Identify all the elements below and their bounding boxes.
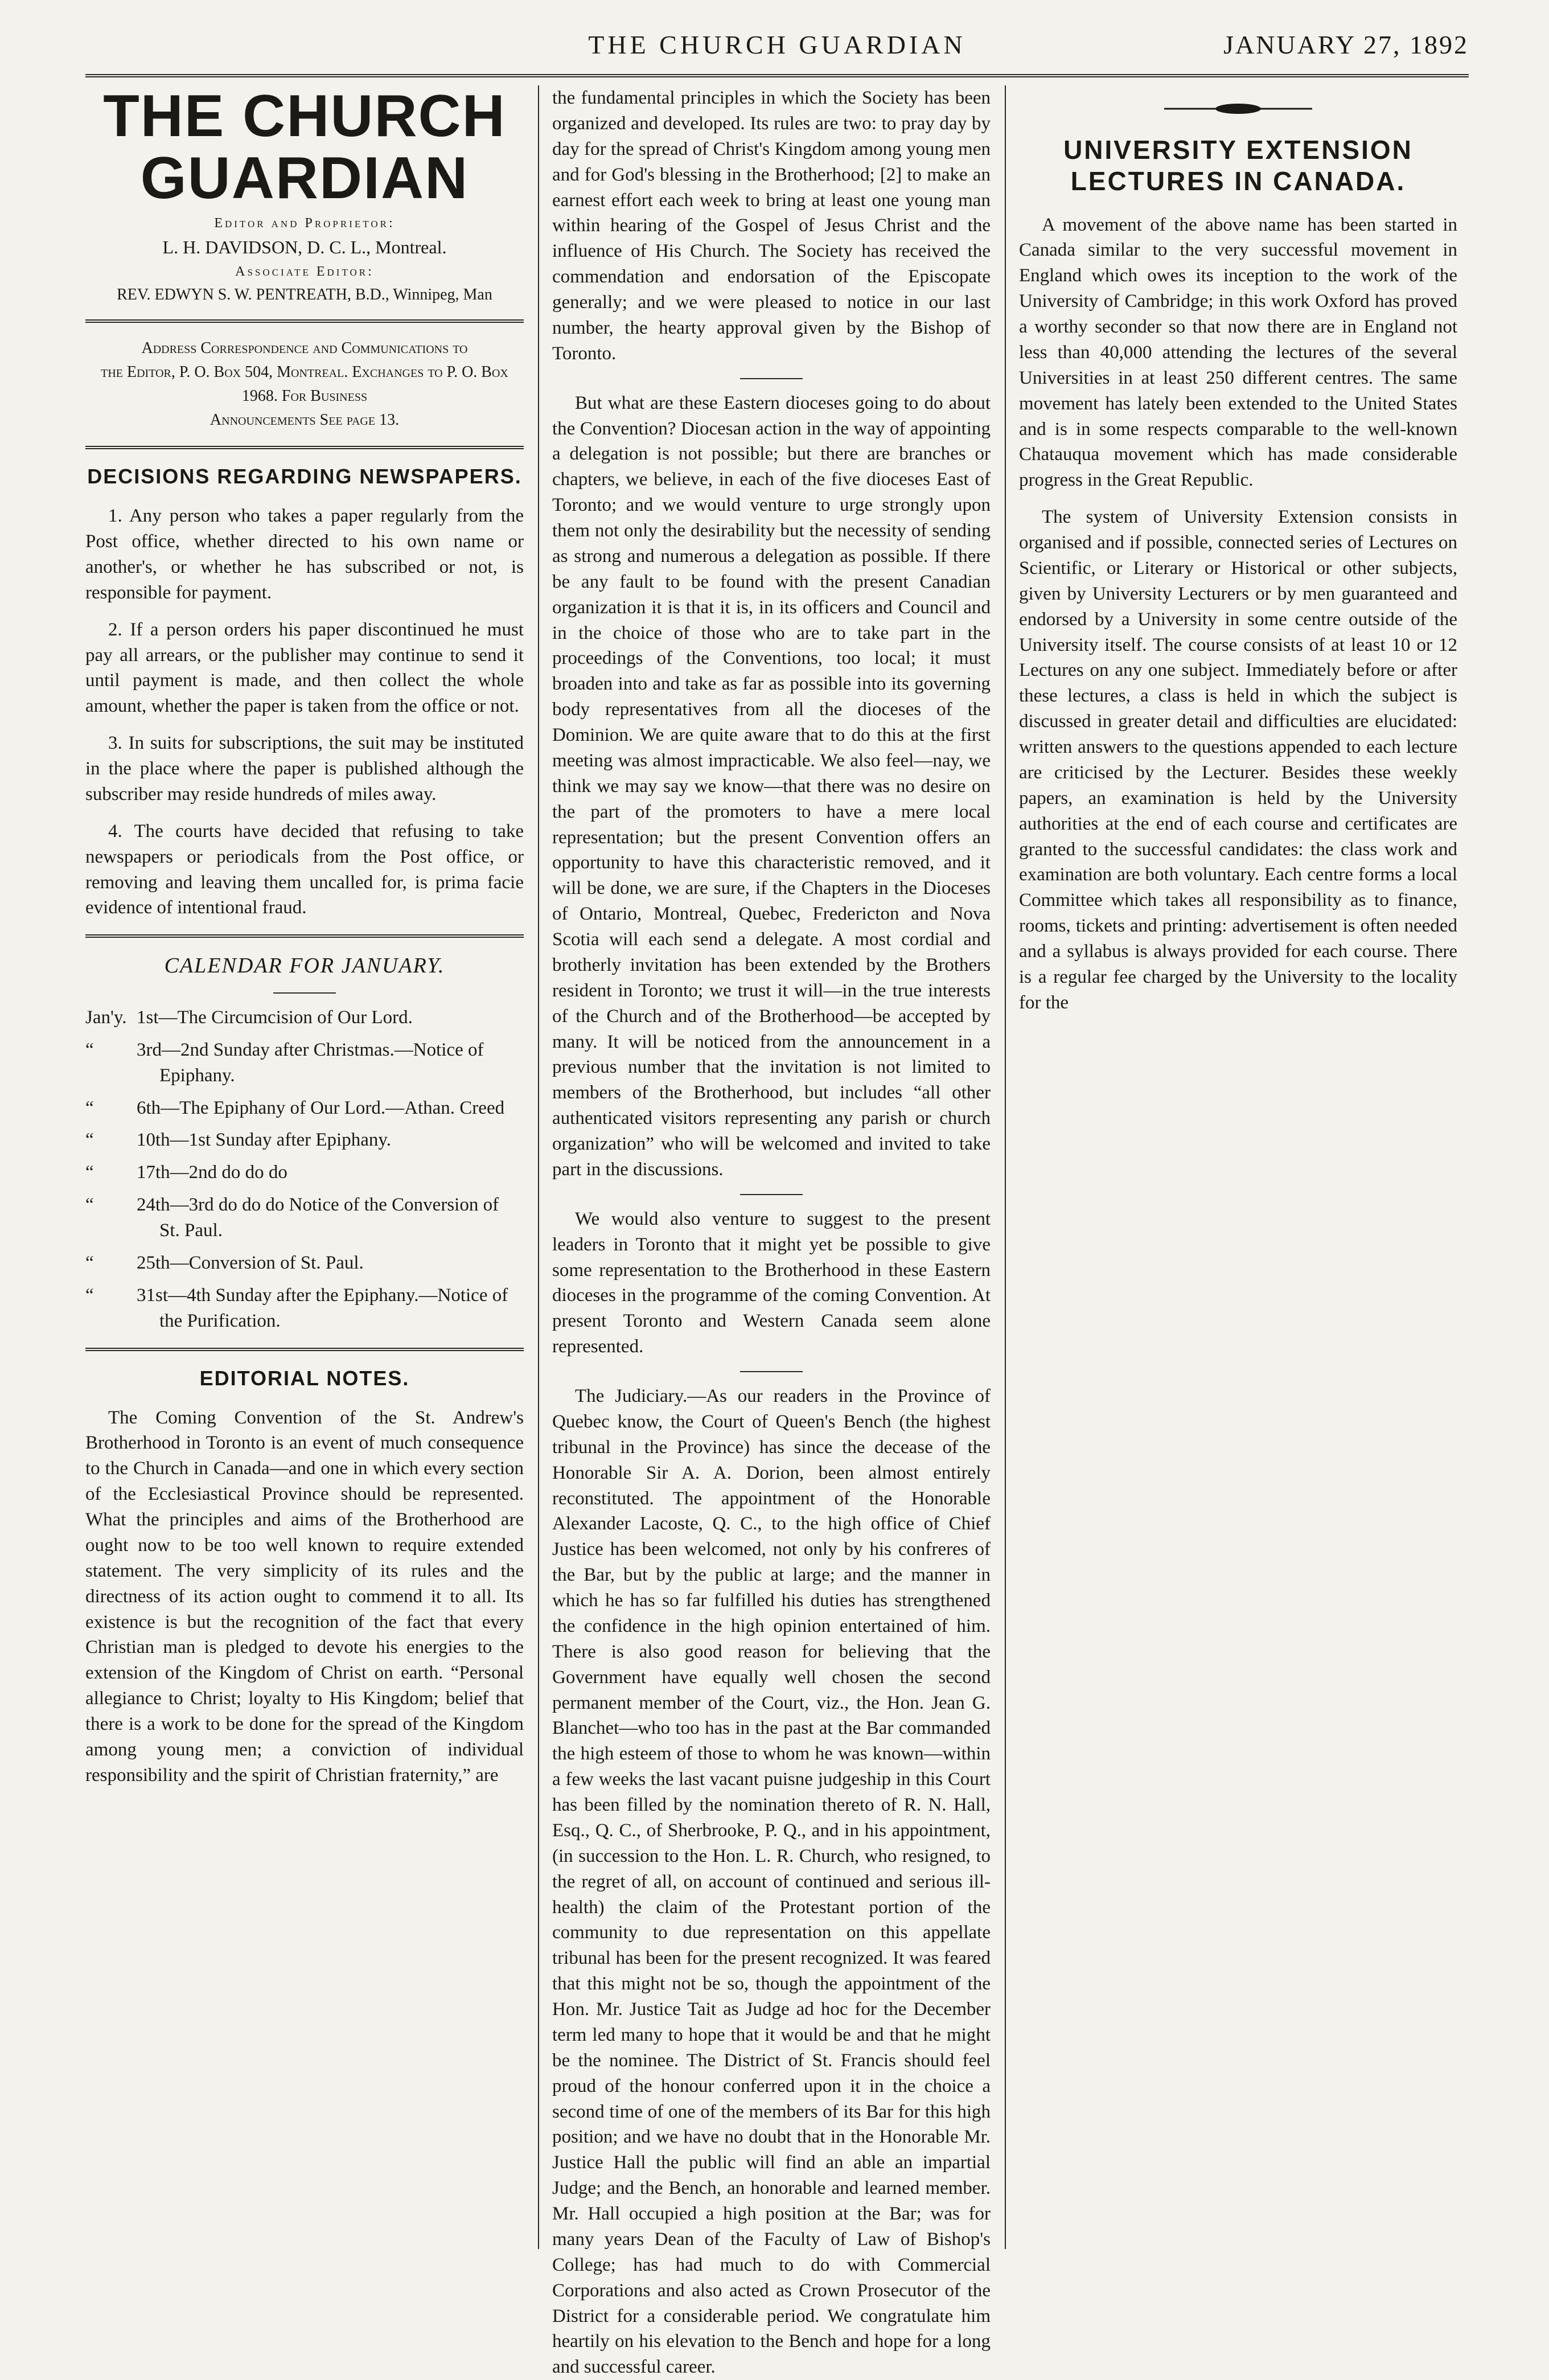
section-rule bbox=[85, 934, 524, 938]
calendar-row bbox=[85, 1283, 524, 1334]
running-head-date: JANUARY 27, 1892 bbox=[1223, 30, 1469, 59]
column-rule bbox=[538, 85, 539, 2249]
section-rule bbox=[85, 1348, 524, 1351]
column-rule bbox=[1005, 85, 1006, 2249]
calendar-month: Jan'y. bbox=[85, 1007, 127, 1028]
calendar-row bbox=[85, 1250, 524, 1276]
ornament-divider bbox=[1019, 97, 1457, 123]
associate-editor-label: Associate Editor: bbox=[235, 264, 374, 279]
short-rule bbox=[740, 378, 803, 379]
editor-name: L. H. DAVIDSON, D. C. L., Montreal. bbox=[162, 237, 447, 257]
editor-label: Editor and Proprietor: bbox=[214, 216, 395, 231]
calendar-entry: 3rd—2nd Sunday after Christmas.—Notice of Epiphany. bbox=[137, 1039, 484, 1086]
newspaper-page bbox=[85, 28, 1469, 2378]
calendar-ditto: “ bbox=[85, 1195, 94, 1216]
ornament-icon bbox=[1164, 102, 1312, 116]
calendar-row bbox=[85, 1127, 524, 1153]
address-line: the Editor, P. O. Box 504, Montreal. Exchanges to P. O. Box 1968. For Business bbox=[101, 363, 508, 405]
short-rule bbox=[273, 992, 336, 994]
calendar-entry: 31st—4th Sunday after the Epiphany.—Notice of the Purification. bbox=[137, 1285, 508, 1331]
extension-paragraph: A movement of the above name has been started in Canada similar to the very successful movement in England which owes its inception to the work of the University of Cambridge; in this work Oxford has proved a worthy seconder so that now there are in England not less than 40,000 attending the lectures of the several Universities in at least 250 different centres. The same movement has lately been extended to the United States and is in some respects comparable to the well-known Chatauqua movement which has made considerable progress in the Great Republic. bbox=[1019, 214, 1457, 491]
calendar-entry: 10th—1st Sunday after Epiphany. bbox=[137, 1130, 391, 1151]
calendar-entry: 17th—2nd do do do bbox=[137, 1162, 287, 1183]
editorial-paragraph: the fundamental principles in which the Society has been organized and developed. Its rules are two: to pray day by day for the spread of Christ's Kingdom among young men and for God's blessing in the Brotherhood; [2] to make an earnest effort each week to bring at least one young man within hearing of the Gospel of Jesus Christ and the influence of His Church. The Society has received the commendation and endorsation of the Episcopate generally; and we were pleased to notice in our last number, the hearty approval given by the Bishop of Toronto. bbox=[552, 88, 991, 364]
column-left bbox=[85, 85, 524, 2249]
decision-item: 4. The courts have decided that refusing to take newspapers or periodicals from the Post office, or removing and leaving them uncalled for, is prima facie evidence of intentional fraud. bbox=[85, 820, 524, 918]
section-rule bbox=[85, 446, 524, 449]
calendar-ditto: “ bbox=[85, 1097, 94, 1118]
short-rule bbox=[740, 1194, 803, 1195]
address-line: Announcements See page 13. bbox=[209, 411, 400, 429]
editorial-paragraph: We would also venture to suggest to the present leaders in Toronto that it might yet be possible to give some representation to the Brotherhood in these Eastern dioceses in the programme of the coming Convention. At present Toronto and Western Canada seem alone represented. bbox=[552, 1208, 991, 1357]
column-right bbox=[1019, 85, 1457, 2249]
editorial-heading: EDITORIAL NOTES. bbox=[199, 1366, 410, 1390]
calendar-row bbox=[85, 1005, 524, 1031]
masthead-rule bbox=[85, 319, 524, 323]
calendar-row bbox=[85, 1192, 524, 1244]
calendar-entry: 1st—The Circumcision of Our Lord. bbox=[137, 1007, 413, 1028]
calendar-ditto: “ bbox=[85, 1285, 94, 1306]
calendar-row bbox=[85, 1037, 524, 1089]
address-line: Address Correspondence and Communications to bbox=[141, 339, 468, 358]
column-middle bbox=[552, 85, 991, 2378]
calendar-ditto: “ bbox=[85, 1039, 94, 1060]
decision-item: 1. Any person who takes a paper regularly from the Post office, whether directed to his own name or another's, or whether he has subscribed or not, is responsible for payment. bbox=[85, 506, 524, 603]
decision-item: 2. If a person orders his paper discontinued he must pay all arrears, or the publisher may continue to send it until payment is made, and then collect the whole amount, whether the paper is taken from the office or not. bbox=[85, 619, 524, 717]
running-head-title: THE CHURCH GUARDIAN bbox=[588, 30, 966, 59]
calendar-list bbox=[85, 1005, 524, 1334]
calendar-ditto: “ bbox=[85, 1162, 94, 1183]
editorial-paragraph: The Coming Convention of the St. Andrew's Brotherhood in Toronto is an event of much consequence to the Church in Canada—and one in which every section of the Ecclesiastical Province should be represented. What the principles and aims of the Brotherhood are ought now to be too well known to require extended statement. The very simplicity of its rules and the directness of its action ought to commend it to all. Its existence is but the recognition of the fact that every Christian man is pledged to devote his energies to the extension of the Kingdom of Christ on earth. “Personal allegiance to Christ; loyalty to His Kingdom; belief that there is a work to be done for the spread of the Kingdom among young men; a conviction of individual responsibility and the spirit of Christian fraternity,” are bbox=[85, 1407, 524, 1786]
calendar-row bbox=[85, 1095, 524, 1121]
extension-paragraph: The system of University Extension consists in organised and if possible, connected series of Lectures on Scientific, or Literary or Historical or other subjects, given by University Lecturers or by men guaranteed and endorsed by a University in some centre outside of the University itself. The course consists of at least 10 or 12 Lectures on any one subject. Immediately before or after these lectures, a class is held in which the subject is discussed in greater detail and difficulties are elucidated: written answers to the questions appended to each lecture are criticised by the Lecturer. Besides these weekly papers, an examination is held by the University authorities at the end of each course and certificates are granted to the successful candidates: the class work and examination are both voluntary. Each centre forms a local Committee which takes all responsibility as to finance, rooms, tickets and printing: advertisement is often needed and a syllabus is always provided for each course. There is a regular fee charged by the University to the locality for the bbox=[1019, 507, 1457, 1013]
extension-heading: UNIVERSITY EXTENSION LECTURES IN CANADA. bbox=[1063, 135, 1413, 196]
associate-editor-name: REV. EDWYN S. W. PENTREATH, B.D., Winnipeg, Man bbox=[117, 286, 492, 304]
calendar-entry: 25th—Conversion of St. Paul. bbox=[137, 1252, 364, 1273]
masthead-title: THE CHURCH GUARDIAN bbox=[103, 83, 506, 212]
address-block bbox=[85, 337, 524, 432]
short-rule bbox=[740, 1371, 803, 1372]
decision-item: 3. In suits for subscriptions, the suit may be instituted in the place where the paper is published although the subscriber may reside hundreds of miles away. bbox=[85, 733, 524, 805]
calendar-entry: 24th—3rd do do do Notice of the Conversion of St. Paul. bbox=[137, 1195, 499, 1241]
decisions-heading: DECISIONS REGARDING NEWSPAPERS. bbox=[87, 465, 522, 489]
editorial-paragraph: The Judiciary.—As our readers in the Province of Quebec know, the Court of Queen's Bench (the highest tribunal in the Province) has since the decease of the Honorable Sir A. A. Dorion, been almost entirely reconstituted. The appointment of the Honorable Alexander Lacoste, Q. C., to the high office of Chief Justice has been welcomed, not only by his confreres of the Bar, but by the public at large; and the manner in which he has so far fulfilled his duties has strengthened the confidence in the high opinion entertained of him. There is also good reason for believing that the Government have equally well chosen the second permanent member of the Court, viz., the Hon. Jean G. Blanchet—who too has in the past at the Bar commanded the high esteem of those to whom he was known—within a few weeks the last vacant puisne judgeship in this Court has been filled by the nomination thereto of R. N. Hall, Esq., Q. C., of Sherbrooke, P. Q., and in his appointment, (in succession to the Hon. L. R. Church, who resigned, to the regret of all, on account of continued and serious ill-health) the claim of the Protestant portion of the community to due representation on this appellate tribunal has been for the present recognized. It was feared that this might not be so, though the appointment of the Hon. Mr. Justice Tait as Judge ad hoc for the December term led many to hope that it would be and that he might be the nominee. The District of St. Francis should feel proud of the honour conferred upon it in the choice a second time of one of the members of its Bar for this high position; and we have no doubt that in the Honorable Mr. Justice Hall the public will find an able an impartial Judge; and the Bench, an honorable and learned member. Mr. Hall occupied a high position at the Bar; was for many years Dean of the Faculty of Law of Bishop's College; has had much to do with Commercial Corporations and also acted as Crown Prosecutor of the District for a considerable period. We congratulate him heartily on his elevation to the Bench and hope for a long and successful career. bbox=[552, 1386, 991, 2378]
calendar-ditto: “ bbox=[85, 1130, 94, 1151]
calendar-heading: CALENDAR FOR JANUARY. bbox=[164, 954, 445, 978]
calendar-entry: 6th—The Epiphany of Our Lord.—Athan. Creed bbox=[137, 1097, 505, 1118]
calendar-row bbox=[85, 1160, 524, 1185]
calendar-ditto: “ bbox=[85, 1252, 94, 1273]
editorial-paragraph: But what are these Eastern dioceses going to do about the Convention? Diocesan action in the way of appointing a delegation is not possible; but there are branches or chapters, we believe, in each of the five dioceses East of Toronto; and we would venture to urge strongly upon them not only the desirability but the necessity of sending as strong and numerous a delegation as possible. If there be any fault to be found with the present Canadian organization it is that it is, in its officers and Council and in the choice of those who are to take part in the proceedings of the Conventions, too local; it must broaden into and take as far as possible into its governing body representatives from all the dioceses of the Dominion. We are quite aware that to do this at the first meeting was almost impracticable. We also feel—nay, we think we may say we know—that there was no desire on the part of the promoters to have a mere local representation; but the present Convention offers an opportunity to have this characteristic removed, and it will be done, we are sure, if the Chapters in the Dioceses of Ontario, Montreal, Quebec, Fredericton and Nova Scotia will each send a delegate. A most cordial and brotherly invitation has been extended by the Brothers resident in Toronto; we trust it will—in the true interests of the Church and of the Brotherhood—be accepted by many. It will be noticed from the announcement in a previous number that the invitation is not limited to members of the Brotherhood, but includes “all other authenticated visitors representing any parish or church organization” who will be welcomed and invited to take part in the discussions. bbox=[552, 392, 991, 1180]
running-head bbox=[85, 28, 1469, 77]
